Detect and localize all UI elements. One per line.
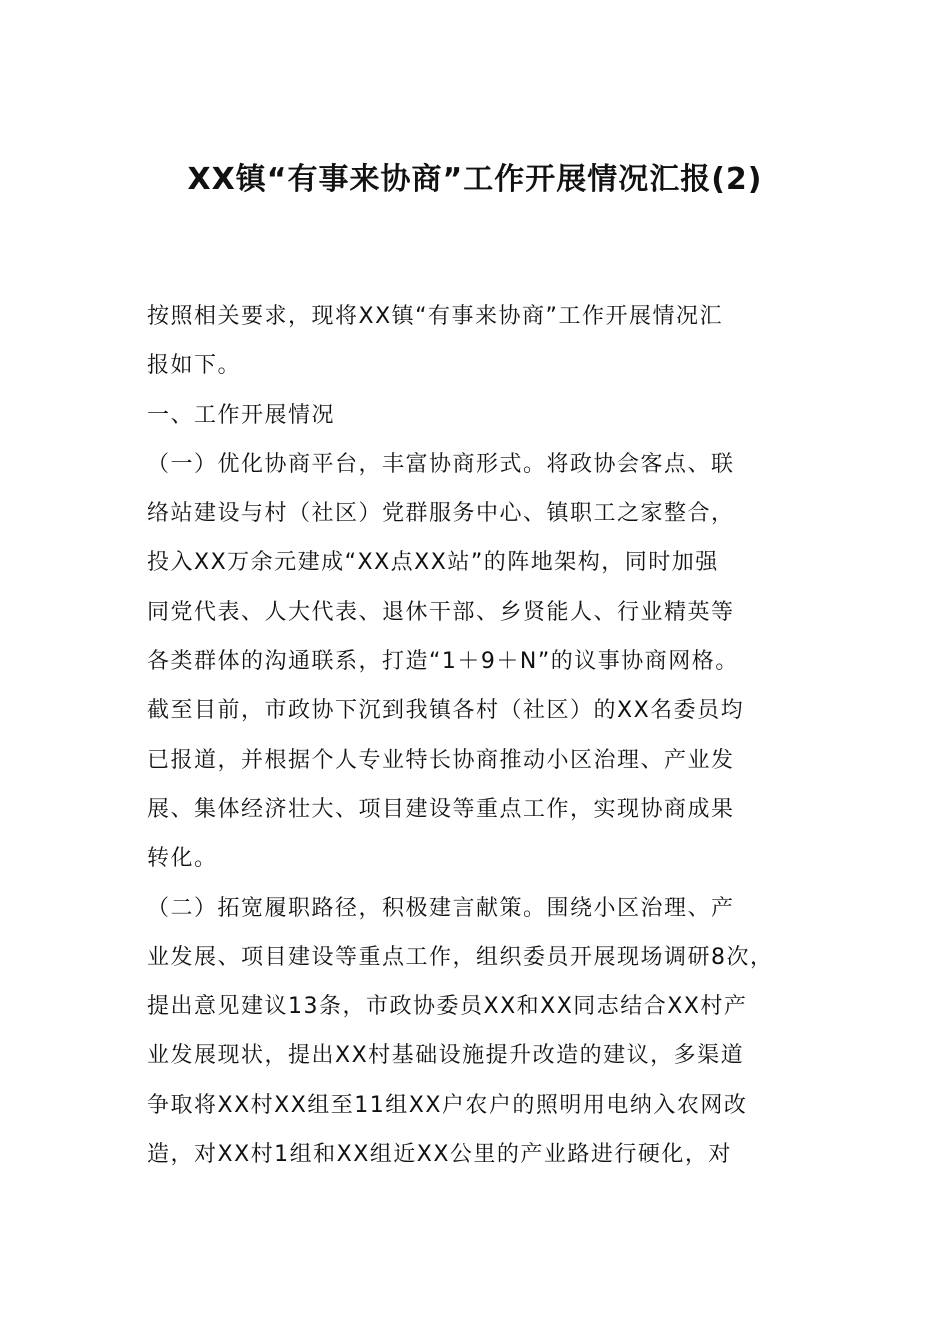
body-line: 络站建设与村（社区）党群服务中心、镇职工之家整合， — [147, 501, 735, 527]
body-line: 投入XX万余元建成“XX点XX站”的阵地架构，同时加强 — [147, 550, 719, 576]
body-line: 转化。 — [147, 846, 218, 872]
section-heading: 一、工作开展情况 — [147, 402, 336, 428]
body-line: 业发展、项目建设等重点工作，组织委员开展现场调研8次， — [147, 944, 774, 970]
body-line: 业发展现状，提出XX村基础设施提升改造的建议，多渠道 — [147, 1043, 745, 1069]
body-line: 争取将XX村XX组至11组XX户农户的照明用电纳入农网改 — [147, 1092, 748, 1118]
body-line: （二）拓宽履职路径，积极建言献策。围绕小区治理、产 — [147, 895, 735, 921]
body-line: 展、集体经济壮大、项目建设等重点工作，实现协商成果 — [147, 796, 735, 822]
document-title: XX镇“有事来协商”工作开展情况汇报(2) — [187, 162, 763, 197]
body-line: 各类群体的沟通联系，打造“1＋9＋N”的议事协商网格。 — [147, 649, 739, 675]
body-line: （一）优化协商平台，丰富协商形式。将政协会客点、联 — [147, 451, 735, 477]
document-body — [147, 292, 807, 1179]
body-line: 造，对XX村1组和XX组近XX公里的产业路进行硬化，对 — [147, 1142, 732, 1168]
body-line: 提出意见建议13条，市政协委员XX和XX同志结合XX村产 — [147, 994, 748, 1020]
body-line: 同党代表、人大代表、退休干部、乡贤能人、行业精英等 — [147, 599, 735, 625]
body-line: 报如下。 — [147, 353, 242, 379]
body-line: 已报道，并根据个人专业特长协商推动小区治理、产业发 — [147, 747, 735, 773]
body-line: 截至目前，市政协下沉到我镇各村（社区）的XX名委员均 — [147, 698, 745, 724]
body-line: 按照相关要求，现将XX镇“有事来协商”工作开展情况汇 — [147, 304, 723, 329]
